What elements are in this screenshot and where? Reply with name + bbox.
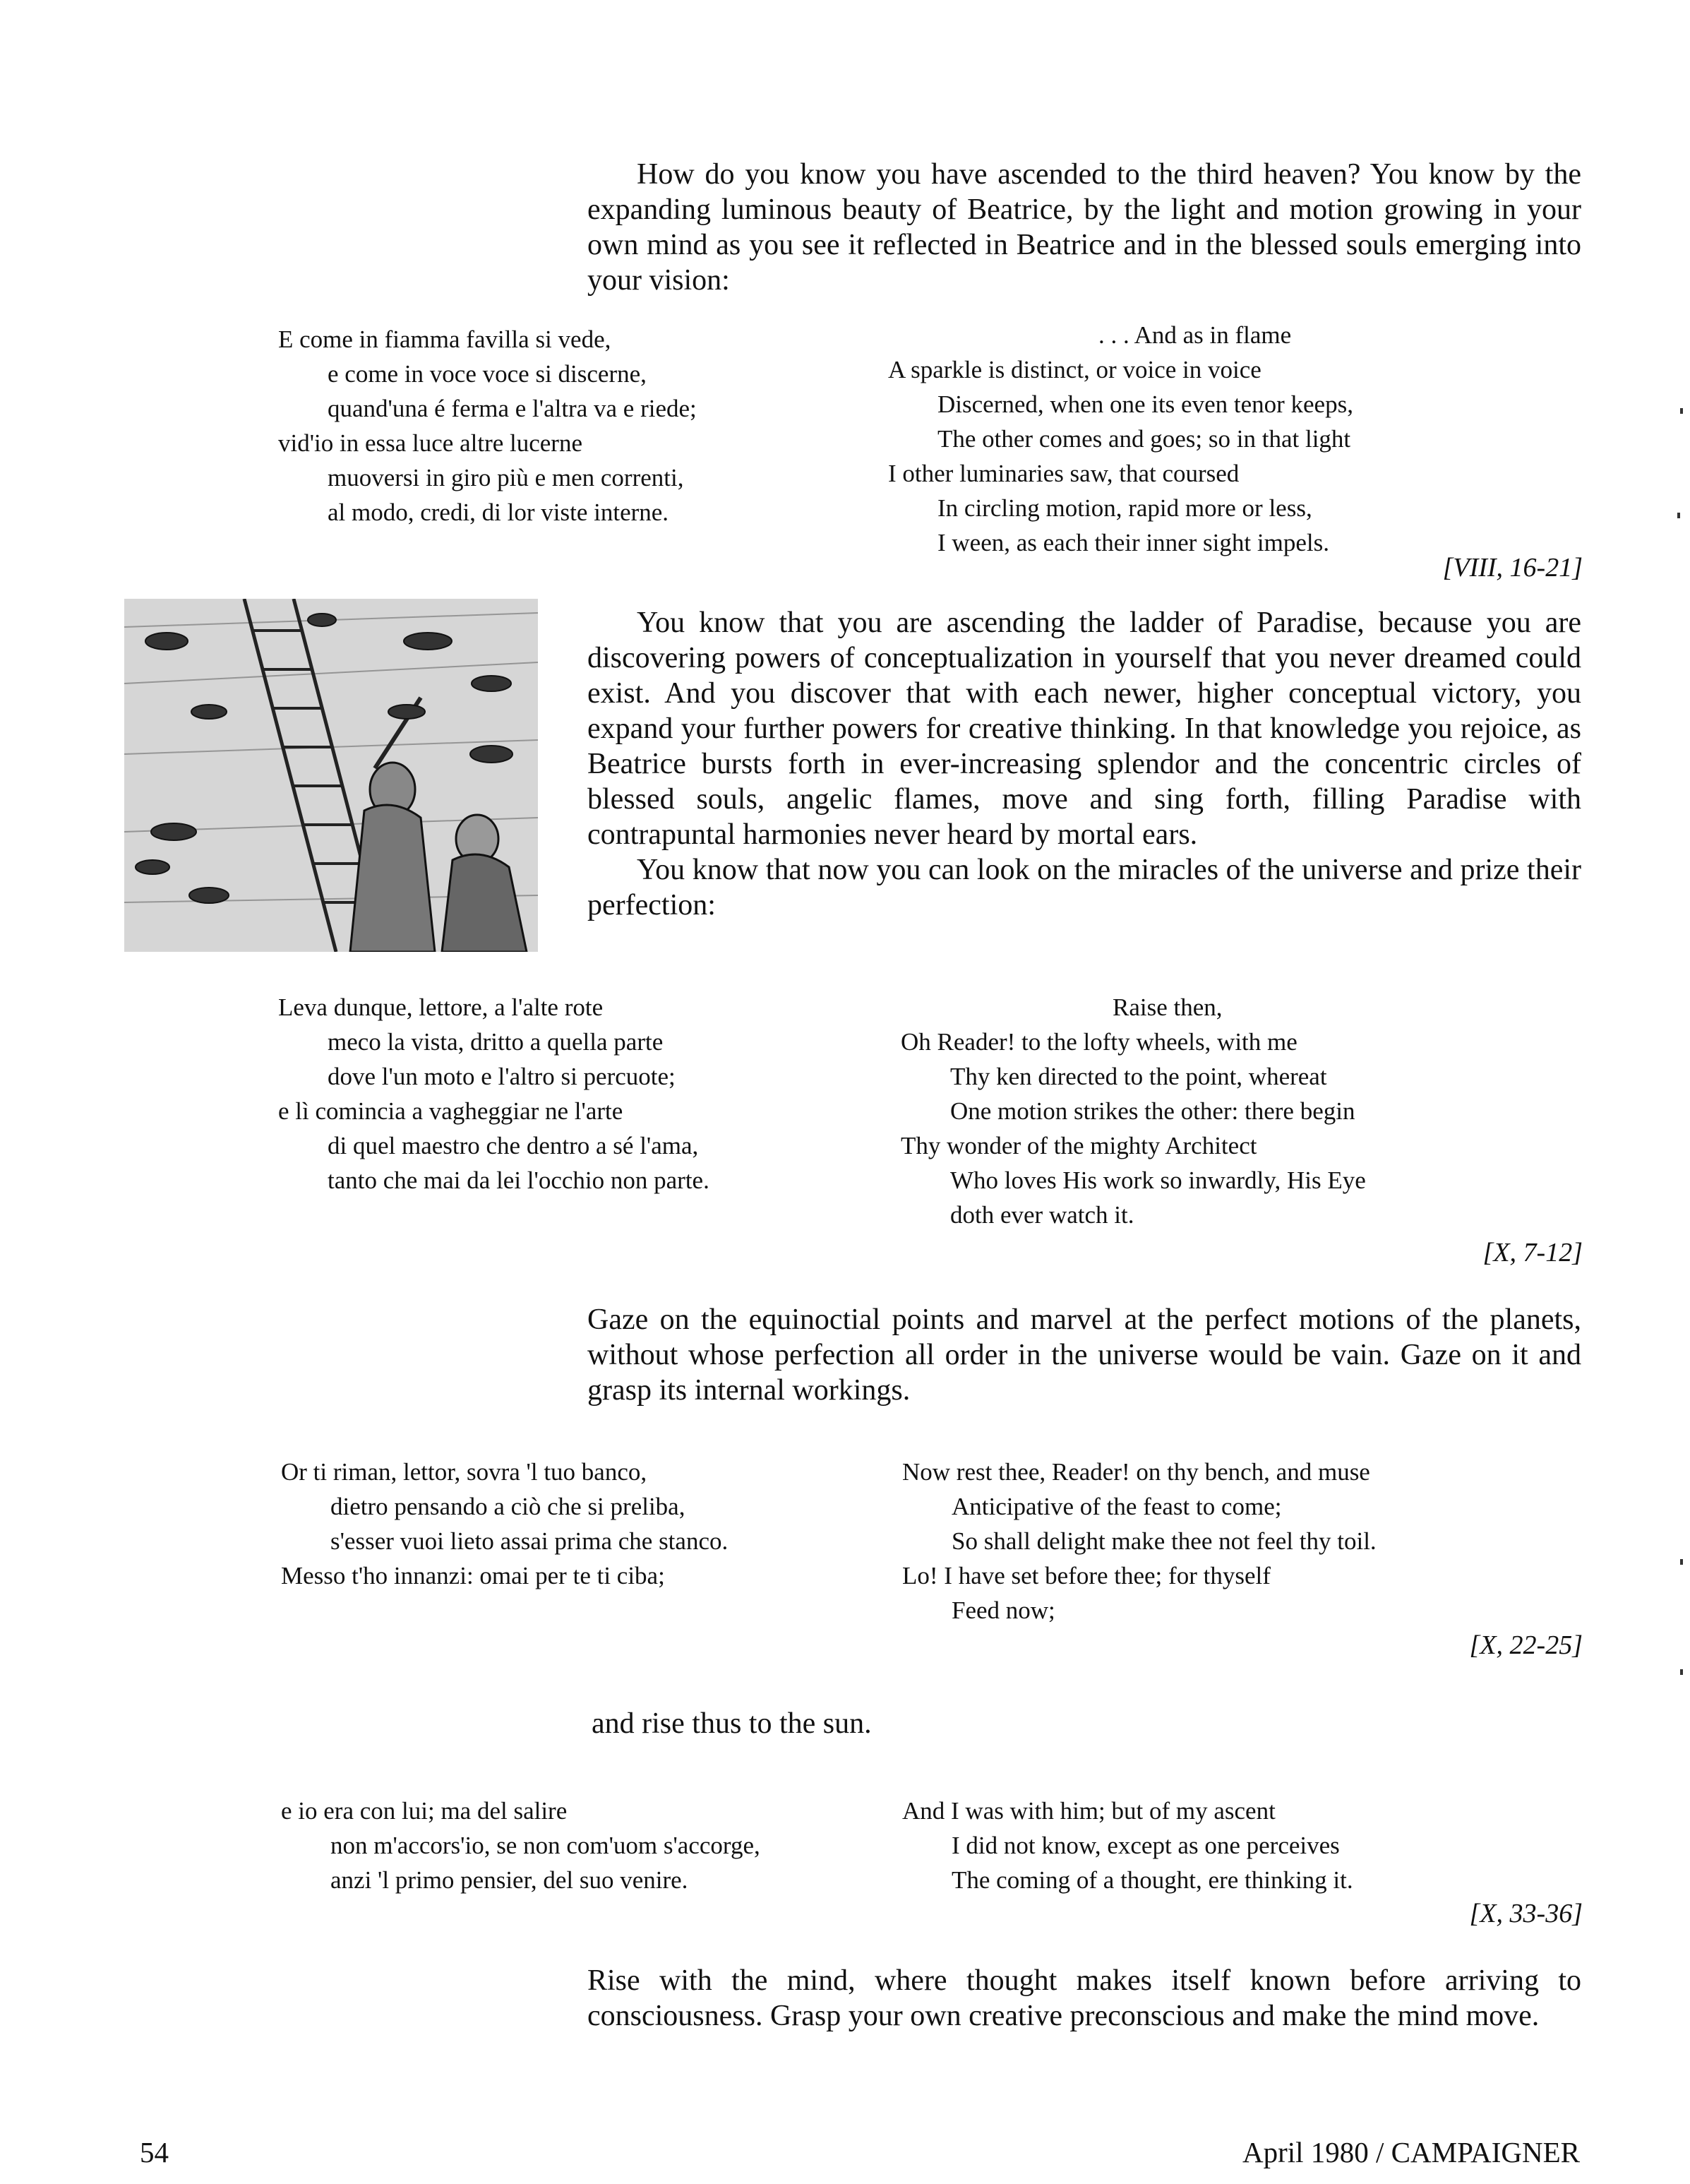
- verse-line: Thy wonder of the mighty Architect: [901, 1132, 1257, 1159]
- verse-line: A sparkle is distinct, or voice in voice: [888, 356, 1261, 383]
- verse-3-english: [902, 1455, 1377, 1628]
- verse-line: In circling motion, rapid more or less,: [937, 494, 1312, 522]
- verse-4-english: [902, 1794, 1353, 1897]
- verse-line: Feed now;: [952, 1597, 1055, 1624]
- verse-4-italian: [281, 1794, 760, 1897]
- verse-line: I other luminaries saw, that coursed: [888, 460, 1240, 487]
- verse-line: The other comes and goes; so in that light: [937, 425, 1351, 453]
- verse-line: One motion strikes the other: there begin: [950, 1097, 1355, 1125]
- verse-line: doth ever watch it.: [950, 1201, 1134, 1229]
- verse-line: al modo, credi, di lor viste interne.: [328, 499, 669, 526]
- engraving-image: [124, 599, 538, 952]
- verse-1-italian: [278, 322, 697, 530]
- paragraph-rise-to-sun: [587, 1706, 1581, 1741]
- scan-speck: [1680, 408, 1683, 414]
- verse-line: E come in fiamma favilla si vede,: [278, 326, 611, 353]
- verse-line: Now rest thee, Reader! on thy bench, and muse: [902, 1458, 1370, 1486]
- verse-line: I ween, as each their inner sight impels.: [937, 529, 1329, 556]
- paragraph-text: Gaze on the equinoctial points and marvel at the perfect motions of the planets, without whose perfection all order in the universe would be vain. Gaze on it and grasp its internal workings.: [587, 1303, 1581, 1407]
- paragraph-equinoctial: [587, 1302, 1581, 1408]
- verse-line: And I was with him; but of my ascent: [902, 1797, 1276, 1825]
- paragraph-text: and rise thus to the sun.: [592, 1707, 872, 1740]
- verse-line: Who loves His work so inwardly, His Eye: [950, 1166, 1366, 1194]
- verse-line: I did not know, except as one perceives: [952, 1832, 1340, 1859]
- verse-line: . . . And as in flame: [1098, 321, 1292, 349]
- citation-verse-3: [X, 22-25]: [1469, 1630, 1583, 1660]
- citation-verse-1: [VIII, 16-21]: [1442, 553, 1583, 583]
- verse-line: muoversi in giro più e men correnti,: [328, 464, 684, 491]
- paragraph-ladder: [587, 605, 1581, 923]
- verse-line: Anticipative of the feast to come;: [952, 1493, 1282, 1520]
- verse-line: Discerned, when one its even tenor keeps,: [937, 390, 1353, 418]
- verse-1-english: [888, 318, 1353, 560]
- verse-line: Raise then,: [1113, 993, 1223, 1021]
- verse-line: e lì comincia a vagheggiar ne l'arte: [278, 1097, 623, 1125]
- verse-line: e io era con lui; ma del salire: [281, 1797, 568, 1825]
- verse-line: dove l'un moto e l'altro si percuote;: [328, 1063, 676, 1090]
- paragraph-text: How do you know you have ascended to the third heaven? You know by the expanding luminous beauty of Beatrice, by the light and motion growing in your own mind as you see it reflected in Beatrice and in the blessed souls emerging into your vision:: [587, 158, 1581, 297]
- verse-line: quand'una é ferma e l'altra va e riede;: [328, 395, 697, 422]
- verse-line: Messo t'ho innanzi: omai per te ti ciba;: [281, 1562, 665, 1589]
- verse-line: vid'io in essa luce altre lucerne: [278, 429, 582, 457]
- verse-line: The coming of a thought, ere thinking it.: [952, 1866, 1353, 1894]
- verse-line: meco la vista, dritto a quella parte: [328, 1028, 664, 1056]
- verse-2-english: [901, 990, 1366, 1232]
- verse-line: non m'accors'io, se non com'uom s'accorge,: [330, 1832, 760, 1859]
- scan-speck: [1680, 1669, 1683, 1675]
- paragraph-text: You know that now you can look on the miracles of the universe and prize their perfection:: [587, 854, 1581, 921]
- verse-line: Lo! I have set before thee; for thyself: [902, 1562, 1271, 1589]
- paragraph-text: You know that you are ascending the ladder of Paradise, because you are discovering powers of conceptualization in yourself that you never dreamed could exist. And you discover that with each newer, higher conceptual victory, you expand your further powers for creative thinking. In that knowledge you rejoice, as Beatrice bursts forth in ever-increasing splendor and the concentric circles of blessed souls, angelic flames, move and sing forth, filling Paradise with contrapuntal harmonies never heard by mortal ears.: [587, 607, 1581, 851]
- paragraph-third-heaven: [587, 157, 1581, 298]
- publication-footer: April 1980 / CAMPAIGNER: [1242, 2136, 1580, 2168]
- verse-line: dietro pensando a ciò che si preliba,: [330, 1493, 685, 1520]
- verse-2-italian: [278, 990, 709, 1198]
- verse-line: di quel maestro che dentro a sé l'ama,: [328, 1132, 699, 1159]
- citation-verse-4: [X, 33-36]: [1469, 1899, 1583, 1928]
- page-number: 54: [140, 2136, 169, 2168]
- scan-speck: [1680, 1559, 1683, 1565]
- ladder-of-paradise-illustration: [124, 599, 538, 952]
- verse-line: e come in voce voce si discerne,: [328, 360, 647, 388]
- verse-line: So shall delight make thee not feel thy toil.: [952, 1527, 1377, 1555]
- verse-3-italian: [281, 1455, 728, 1593]
- verse-line: tanto che mai da lei l'occhio non parte.: [328, 1166, 709, 1194]
- citation-verse-2: [X, 7-12]: [1482, 1238, 1583, 1267]
- paragraph-rise-with-mind: [587, 1963, 1581, 2034]
- verse-line: Thy ken directed to the point, whereat: [950, 1063, 1327, 1090]
- verse-line: anzi 'l primo pensier, del suo venire.: [330, 1866, 688, 1894]
- verse-line: s'esser vuoi lieto assai prima che stanco.: [330, 1527, 729, 1555]
- verse-line: Oh Reader! to the lofty wheels, with me: [901, 1028, 1298, 1056]
- verse-line: Or ti riman, lettor, sovra 'l tuo banco,: [281, 1458, 647, 1486]
- scan-speck: [1677, 513, 1680, 518]
- verse-line: Leva dunque, lettore, a l'alte rote: [278, 993, 604, 1021]
- paragraph-text: Rise with the mind, where thought makes itself known before arriving to consciousness. Grasp your own creative preconscious and make the mind move.: [587, 1964, 1581, 2032]
